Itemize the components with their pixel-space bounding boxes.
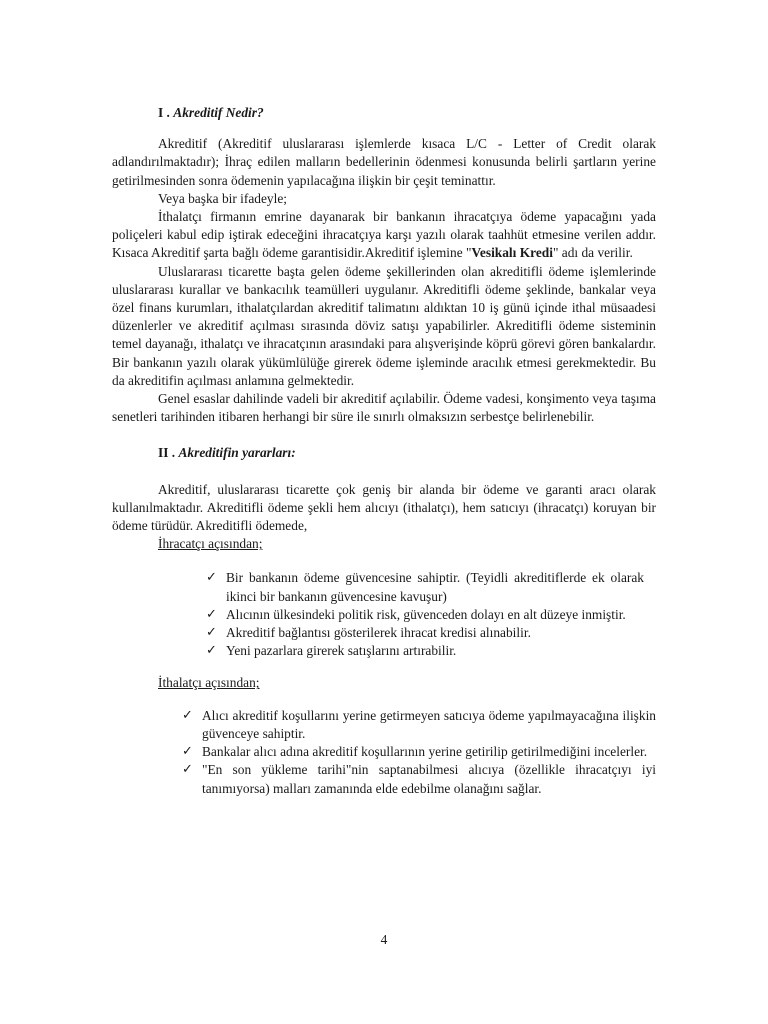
exporter-benefits-list (204, 569, 644, 660)
page-number: 4 (380, 932, 388, 947)
section-number: I . (158, 105, 170, 120)
exporter-subheading: İhracatçı açısından; (158, 536, 263, 552)
text-run: " adı da verilir. (552, 245, 633, 261)
paragraph: Uluslararası ticarette başta gelen ödeme şekillerinden olan akreditifli ödeme işlemlerinde uluslararası kurallar ve bankacılık teamülleri uygulanır. Akreditifli ödeme şeklinde, bankalar veya özel finans kurumları, ithalatçılardan akreditif talimatını aldıktan 10 iş günü içinde ithal müsaadesi düzenlerler ve akreditif açılması sırasında döviz satışı yapabilirler. Akreditifli ödeme sisteminin temel dayanağı, ithalatçı ve ihracatçının arasındaki para alışverişinde köprü görevi gören bankalardır. Bir bankanın yazılı olarak yükümlülüğe girerek ödeme işleminde aracılık etmesi gerekmektedir. Bu da akreditifin açılması anlamına gelmektedir. (112, 263, 656, 388)
checkmark-icon: ✓ (182, 744, 193, 760)
checkmark-icon: ✓ (206, 570, 217, 586)
checkmark-icon: ✓ (206, 643, 217, 659)
list-item (180, 761, 656, 797)
paragraph: Akreditif, uluslararası ticarette çok geniş bir alanda bir ödeme ve garanti aracı olarak kullanılmaktadır. Akreditifli ödeme şekli hem alıcıyı (ithalatçı), hem satıcıyı (ihracatçı) koruyan bir ödeme türüdür. Akreditifli ödemede, (112, 481, 656, 534)
section-heading-2 (158, 444, 656, 462)
list-item-text: Akreditif bağlantısı gösterilerek ihracat kredisi alınabilir. (226, 625, 531, 641)
list-item (180, 743, 656, 761)
section-title: Akreditif Nedir? (173, 105, 264, 120)
list-item (180, 707, 656, 743)
document-page (112, 104, 656, 798)
section-title: Akreditifin yararları: (178, 445, 296, 461)
checkmark-icon: ✓ (206, 625, 217, 641)
importer-subheading: İthalatçı açısından; (158, 675, 260, 691)
text-run: İthalatçı firmanın emrine dayanarak bir bankanın ihracatçıya ödeme yapacağını yada poliçeleri kabul edip iştirak edeceğini ihracatçıya karşı yazılı olarak taahhüt etmesine verilen addır. Kısaca Akreditif şarta bağlı ödeme garantisidir.Akreditif işlemine " (112, 209, 656, 261)
paragraph (112, 208, 656, 263)
checkmark-icon: ✓ (206, 606, 217, 622)
paragraph: Genel esaslar dahilinde vadeli bir akreditif açılabilir. Ödeme vadesi, konşimento veya taşıma senetleri tarihinden itibaren herhangi bir süre ile sınırlı olmaksızın serbestçe belirlenebilir. (112, 391, 656, 425)
checkmark-icon: ✓ (182, 762, 193, 778)
list-item-text: Bir bankanın ödeme güvencesine sahiptir. (Teyidli akreditiflerde ek olarak ikinci bir bankanın güvencesine kavuşur) (226, 570, 644, 604)
list-item-text: Alıcı akreditif koşullarını yerine getirmeyen satıcıya ödeme yapılmayacağına ilişkin güvenceye sahiptir. (202, 707, 656, 741)
importer-benefits-list (180, 707, 656, 798)
list-item-text: Alıcının ülkesindeki politik risk, güvenceden dolayı en alt düzeye inmiştir. (226, 606, 626, 622)
paragraph: Veya başka bir ifadeyle; (158, 190, 288, 206)
list-item (204, 642, 644, 660)
section-number: II . (158, 445, 176, 461)
list-item (204, 606, 644, 624)
list-item-text: Yeni pazarlara girerek satışlarını artırabilir. (226, 643, 457, 659)
checkmark-icon: ✓ (182, 707, 193, 723)
bold-term: Vesikalı Kredi (471, 245, 553, 261)
list-item-text: "En son yükleme tarihi"nin saptanabilmesi alıcıya (özellikle ihracatçıyı iyi tanımıyorsa) malları zamanında elde edebilme olanağını sağlar. (202, 762, 656, 796)
paragraph: Akreditif (Akreditif uluslararası işlemlerde kısaca L/C - Letter of Credit olarak adlandırılmaktadır); İhraç edilen malların bedellerinin ödenmesi konusunda belirli şartların yerine getirilmesinden sonra ödemenin yapılacağına ilişkin bir çeşit teminattır. (112, 136, 656, 188)
list-item-text: Bankalar alıcı adına akreditif koşullarının yerine getirilip getirilmediğini incelerler. (202, 744, 648, 760)
section-heading-1 (158, 104, 656, 122)
list-item (204, 569, 644, 605)
list-item (204, 624, 644, 642)
